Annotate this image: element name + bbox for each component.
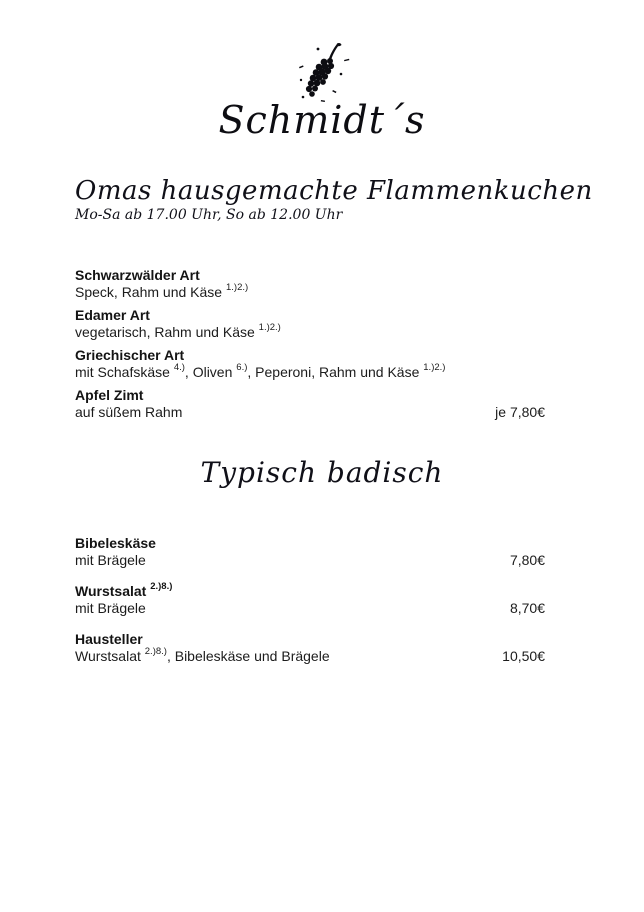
menu-item (75, 535, 545, 569)
item-name (75, 583, 545, 600)
footnote-superscript: 6.) (236, 362, 248, 374)
footnote-superscript: 2.)8.) (150, 581, 173, 593)
item-name (75, 267, 545, 284)
item-description (75, 600, 146, 617)
text-run: Speck, Rahm und Käse (75, 284, 226, 300)
item-price: 8,70€ (509, 600, 545, 616)
menu-item (75, 307, 545, 341)
menu-item (75, 631, 545, 665)
text-run: Hausteller (75, 631, 143, 647)
footnote-superscript: 1.)2.) (423, 362, 446, 374)
item-description (75, 284, 248, 301)
text-run: Wurstsalat (75, 583, 151, 599)
footnote-superscript: 4.) (173, 362, 185, 374)
footnote-superscript: 1.)2.) (258, 322, 281, 334)
text-run: Bibeleskäse (75, 535, 156, 551)
text-run: auf süßem Rahm (75, 404, 183, 420)
footnote-superscript: 2.)8.) (144, 646, 167, 658)
text-run: , Peperoni, Rahm und Käse (247, 364, 424, 380)
section-badisch-items (75, 535, 545, 679)
text-run: Edamer Art (75, 307, 150, 323)
text-run: Schwarzwälder Art (75, 267, 200, 283)
menu-item (75, 387, 545, 421)
item-price: je 7,80€ (495, 404, 545, 420)
grape-icon (289, 40, 355, 104)
text-run: mit Brägele (75, 552, 146, 568)
text-run: Wurstsalat (75, 648, 145, 664)
menu-item (75, 267, 545, 301)
item-list (75, 267, 545, 421)
item-description (75, 324, 281, 341)
item-description (75, 552, 146, 569)
text-run: , Bibeleskäse und Brägele (166, 648, 330, 664)
menu-item (75, 347, 545, 381)
item-name (75, 387, 545, 404)
text-run: mit Brägele (75, 600, 146, 616)
section-title: Omas hausgemachte Flammenkuchen (75, 176, 593, 206)
item-name (75, 347, 545, 364)
item-description (75, 648, 330, 665)
text-run: vegetarisch, Rahm und Käse (75, 324, 259, 340)
brand-name: Schmidt´s (218, 98, 426, 142)
section-title-badisch: Typisch badisch (200, 456, 444, 489)
item-price: 7,80€ (509, 552, 545, 568)
item-name (75, 535, 545, 552)
text-run: , Oliven (184, 364, 237, 380)
menu-item (75, 583, 545, 617)
item-description (75, 364, 445, 381)
section-flammenkuchen (75, 176, 593, 427)
text-run: Apfel Zimt (75, 387, 144, 403)
item-description (75, 404, 182, 421)
item-name (75, 307, 545, 324)
section-subtitle: Mo-Sa ab 17.00 Uhr, So ab 12.00 Uhr (75, 207, 343, 223)
footnote-superscript: 1.)2.) (225, 282, 249, 294)
text-run: mit Schafskäse (75, 364, 174, 380)
item-price: 10,50€ (502, 648, 545, 664)
text-run: Griechischer Art (75, 347, 185, 363)
logo-block (0, 40, 644, 142)
